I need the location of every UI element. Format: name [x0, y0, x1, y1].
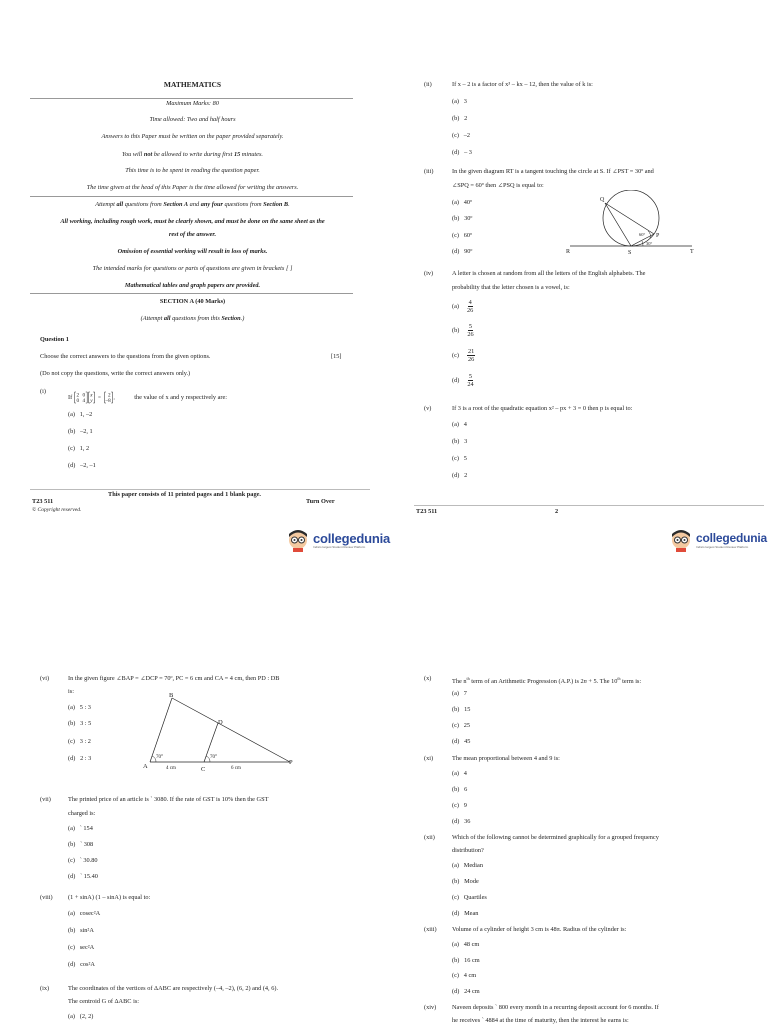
option-c: (c) 1, 2: [68, 445, 90, 452]
option-a: (a) 40º: [452, 199, 472, 206]
divider: [30, 98, 353, 99]
option-c: (c) 60º: [452, 232, 472, 239]
question-number: (vi): [40, 675, 50, 682]
paper-title: MATHEMATICS: [163, 80, 222, 89]
brand-tagline: India's largest Student Review Platform: [696, 544, 749, 549]
paper-code: T23 511: [416, 508, 438, 515]
question-if: If: [68, 393, 73, 401]
option-c: (c) –2: [452, 132, 471, 139]
instruction-line: This time is to be spent in reading the question paper.: [125, 167, 260, 174]
label-r: R: [566, 249, 571, 255]
page-number: 2: [555, 508, 559, 515]
side-ab: [150, 698, 172, 762]
question-text: [68, 391, 227, 404]
option-a: (a) 4: [452, 421, 467, 428]
option-c: (c) ` 30.80: [68, 857, 98, 864]
circle-shape: [603, 190, 659, 246]
section-subheading: (Attempt all questions from this Section.): [140, 315, 245, 322]
svg-text:2: 2: [76, 392, 80, 399]
question-number: (xi): [424, 755, 434, 762]
question-number: (iii): [424, 168, 434, 175]
label-d: D: [218, 719, 223, 726]
option-a: (a) $\frac{4}{26}$: [452, 299, 474, 314]
svg-text:y: y: [90, 398, 93, 404]
angle-70: 70°: [156, 755, 163, 760]
option-b: (b) 15: [452, 706, 471, 713]
question-number: (ii): [424, 81, 432, 88]
tables-instruction: Mathematical tables and graph papers are provided.: [124, 282, 261, 289]
instruction-line: The time given at the head of this Paper is the time allowed for writing the answers.: [86, 184, 299, 191]
label-s: S: [628, 250, 632, 256]
option-d: (d) 45: [452, 738, 471, 745]
question-marks: [15]: [331, 353, 342, 360]
brand-name: collegedunia: [696, 530, 767, 545]
option-d: (d) 24 cm: [452, 988, 480, 995]
option-a: (a) 5 : 3: [68, 704, 91, 711]
option-c: (c) $\frac{21}{26}$: [452, 348, 475, 363]
question-text: ∠SPQ = 60º then ∠PSQ is equal to:: [452, 182, 544, 189]
label-c: C: [201, 766, 206, 772]
question-instruction: Choose the correct answers to the questions from the given options.: [40, 353, 211, 360]
option-d: (d) ` 15.40: [68, 873, 98, 880]
question-text: Naveen deposits ` 800 every month in a recurring deposit account for 6 months. If: [452, 1004, 659, 1011]
angle-70: 70°: [210, 755, 217, 760]
mascot-icon: [285, 528, 311, 552]
time-allowed: Time allowed: Two and half hours: [149, 116, 236, 123]
option-a: (a) 1, –2: [68, 411, 93, 418]
question-text: A letter is chosen at random from all the letters of the English alphabets. The: [452, 270, 646, 277]
question-text: If x – 2 is a factor of x³ – kx – 12, then the value of k is:: [452, 81, 593, 88]
question-number: (xii): [424, 834, 435, 841]
question-number: (i): [40, 388, 46, 395]
question-heading: Question 1: [40, 336, 69, 343]
option-a: (a) Median: [452, 862, 483, 869]
question-text-tail: the value of x and y respectively are:: [134, 393, 228, 401]
brand-logo: [285, 528, 390, 552]
marks-instruction: The intended marks for questions or parts of questions are given in brackets [ ]: [92, 265, 293, 272]
question-number: (ix): [40, 985, 50, 992]
option-b: (b) 6: [452, 786, 468, 793]
question-number: (vii): [40, 796, 51, 803]
option-d: (d) – 3: [452, 149, 472, 156]
option-b: (b) 3 : 5: [68, 720, 92, 727]
divider: [30, 293, 353, 294]
option-d: (d) 90º: [452, 248, 473, 255]
option-b: (b) –2, 1: [68, 428, 93, 435]
svg-text:0: 0: [82, 392, 86, 399]
option-b: (b) 30º: [452, 215, 473, 222]
question-number: (viii): [40, 894, 53, 901]
svg-text:x: x: [90, 392, 93, 399]
option-d: (d) –2, –1: [68, 462, 96, 469]
brand-logo: [668, 528, 767, 552]
option-b: (b) ` 308: [68, 841, 94, 848]
label-p: P: [656, 233, 660, 239]
footer-rule: [30, 489, 370, 490]
max-marks: Maximum Marks: 80: [166, 100, 219, 107]
attempt-instruction: Attempt all questions from Section A and any four questions from Section B.: [95, 201, 290, 208]
option-c: (c) 3 : 2: [68, 738, 91, 745]
footer-rule: [414, 505, 764, 506]
instruction-line: You will not be allowed to write during first 15 minutes.: [122, 151, 263, 158]
omission-instruction: Omission of essential working will result in loss of marks.: [117, 248, 268, 255]
triangle-figure: [138, 690, 303, 772]
length-ca: 4 cm: [166, 766, 176, 771]
question-number: (x): [424, 675, 432, 682]
svg-text:4: 4: [82, 398, 86, 404]
option-a: (a) 4: [452, 770, 467, 777]
option-c: (c) 4 cm: [452, 972, 477, 979]
option-d: (d) Mean: [452, 910, 479, 917]
option-d: (d) $\frac{5}{24}$: [452, 373, 474, 388]
option-c: (c) 9: [452, 802, 467, 809]
circle-tangent-figure: [560, 190, 700, 258]
side-bp: [172, 698, 290, 762]
option-c: (c) 5: [452, 455, 467, 462]
question-text: In the given diagram RT is a tangent touching the circle at S. If ∠PST = 30º and: [452, 168, 654, 175]
option-b: (b) 2: [452, 115, 468, 122]
turn-over: Turn Over: [306, 498, 335, 505]
svg-text:,: ,: [113, 395, 115, 402]
question-text: distribution?: [452, 847, 484, 854]
svg-text:2: 2: [108, 392, 111, 399]
instruction-line: Answers to this Paper must be written on the paper provided separately.: [101, 133, 284, 140]
brand-name: collegedunia: [313, 530, 391, 546]
section-heading: SECTION A (40 Marks): [159, 298, 226, 305]
option-b: (b) sin²A: [68, 927, 94, 934]
question-text: The mean proportional between 4 and 9 is:: [452, 755, 560, 762]
svg-text:=: =: [98, 395, 102, 402]
copyright: © Copyright reserved.: [32, 507, 82, 513]
label-p: P: [289, 759, 293, 766]
option-b: (b) 3: [452, 438, 468, 445]
angle-60: 60°: [639, 232, 646, 237]
label-q: Q: [600, 197, 605, 203]
option-a: (a) 48 cm: [452, 941, 480, 948]
chord-qp: [605, 203, 654, 234]
question-text: The coordinates of the vertices of ΔABC are respectively (–4, –2), (6, 2) and (4, 6).: [68, 985, 279, 992]
question-text: In the given figure ∠BAP = ∠DCP = 70º, PC = 6 cm and CA = 4 cm, then PD : DB: [68, 675, 280, 682]
svg-text:–8: –8: [105, 398, 111, 404]
option-a: (a) (2, 2): [68, 1013, 94, 1020]
option-d: (d) 2 : 3: [68, 755, 92, 762]
question-number: (xiv): [424, 1004, 437, 1011]
question-text: The printed price of an article is ` 3080. If the rate of GST is 10% then the GST: [68, 796, 269, 803]
option-a: (a) 7: [452, 690, 467, 697]
paper-code: T23 511: [32, 498, 54, 505]
svg-text:0: 0: [76, 398, 80, 404]
option-b: (b) $\frac{5}{26}$: [452, 323, 474, 338]
matrix-equation: [74, 391, 132, 404]
chord-qs: [605, 203, 631, 246]
option-c: (c) 25: [452, 722, 471, 729]
question-text: (1 + sinA) (1 – sinA) is equal to:: [68, 894, 151, 901]
footer-note: This paper consists of 11 printed pages and 1 blank page.: [108, 491, 261, 498]
label-b: B: [169, 692, 174, 699]
question-number: (xiii): [424, 926, 437, 933]
question-text: Which of the following cannot be determined graphically for a grouped frequency: [452, 834, 659, 841]
question-text: he receives ` 4884 at the time of maturity, then the interest he earns is:: [452, 1017, 629, 1024]
option-c: (c) sec²A: [68, 944, 95, 951]
question-number: (iv): [424, 270, 434, 277]
mascot-icon: [668, 528, 694, 552]
label-t: T: [690, 249, 694, 255]
option-c: (c) Quartiles: [452, 894, 487, 901]
option-d: (d) 36: [452, 818, 471, 825]
working-instruction: All working, including rough work, must be clearly shown, and must be done on the same sheet as the: [60, 218, 325, 225]
question-text: The centroid G of ΔABC is:: [68, 998, 140, 1005]
angle-30: 30°: [646, 241, 653, 246]
option-b: (b) Mode: [452, 878, 479, 885]
question-text: Volume of a cylinder of height 3 cm is 48π. Radius of the cylinder is:: [452, 926, 627, 933]
working-instruction: rest of the answer.: [168, 231, 217, 238]
option-a: (a) cosec²A: [68, 910, 101, 917]
question-text: charged is:: [68, 810, 96, 817]
option-a: (a) ` 154: [68, 825, 93, 832]
question-number: (v): [424, 405, 432, 412]
option-d: (d) cos²A: [68, 961, 95, 968]
label-a: A: [143, 763, 148, 770]
question-text: probability that the letter chosen is a vowel, is:: [452, 284, 570, 291]
question-note: (Do not copy the questions, write the correct answers only.): [40, 370, 191, 377]
option-a: (a) 3: [452, 98, 467, 105]
question-text: The $n^{th}$ term of an Arithmetic Progression (A.P.) is 2n + 5. The 10th term is:: [452, 676, 642, 686]
divider: [30, 196, 353, 197]
length-pc: 6 cm: [231, 766, 241, 771]
question-text: is:: [68, 688, 74, 695]
option-b: (b) 16 cm: [452, 957, 480, 964]
question-text: If 3 is a root of the quadratic equation x² – px + 3 = 0 then p is equal to:: [452, 405, 633, 412]
option-d: (d) 2: [452, 472, 468, 479]
brand-tagline: India's largest Student Review Platform: [313, 544, 366, 549]
